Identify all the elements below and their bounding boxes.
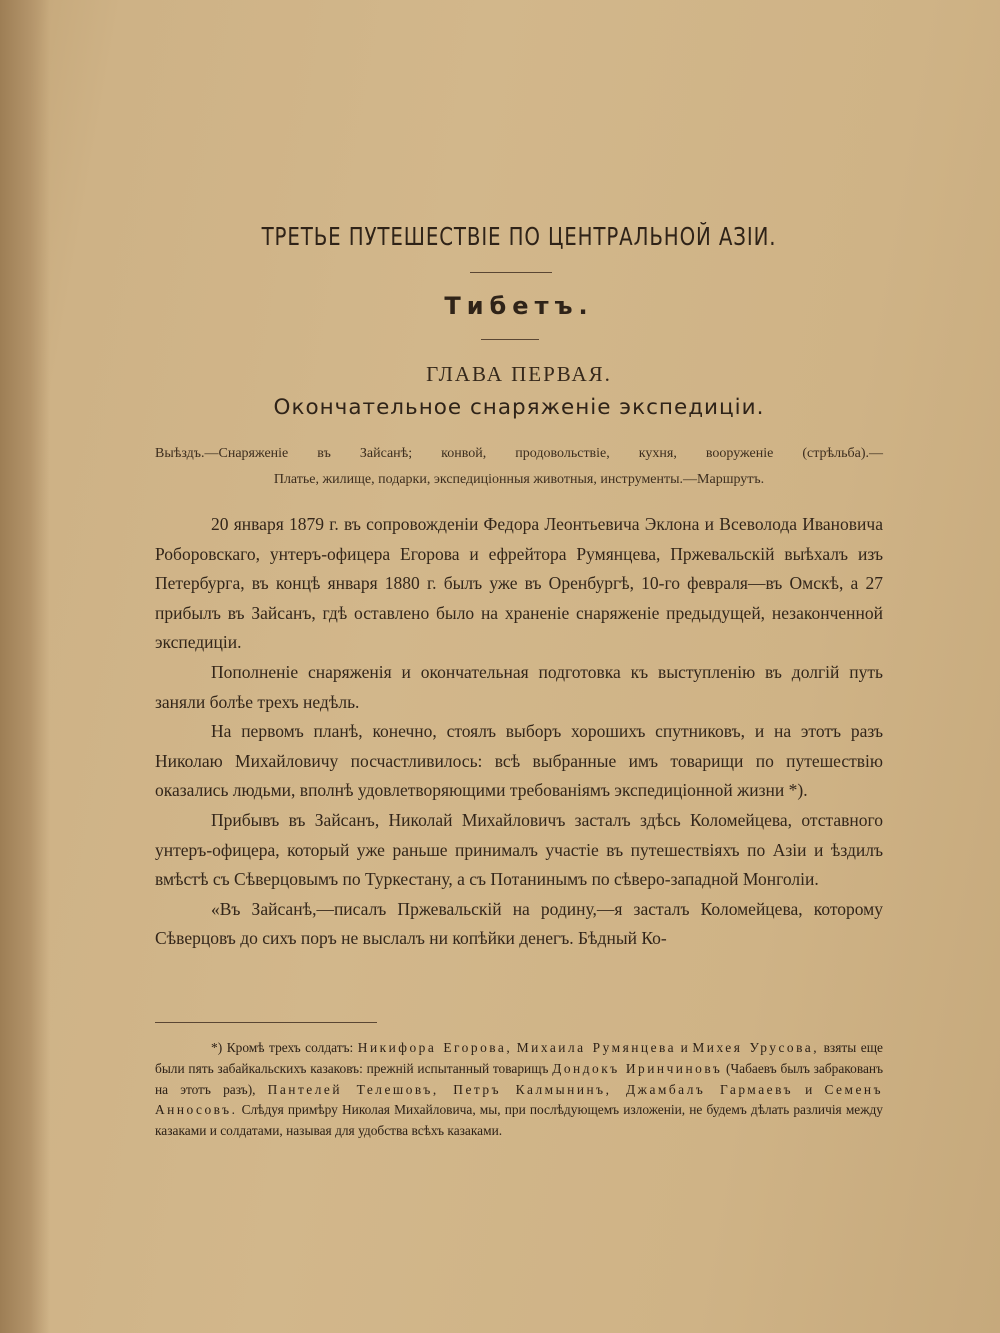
paragraph-2: Пополненіе снаряженія и окончательная подготовка къ выступленію въ долгій путь заняли болѣе трехъ недѣль. <box>155 661 883 712</box>
chapter-summary <box>155 441 883 493</box>
title-divider <box>470 272 552 273</box>
footnote-name: Семенъ Анносовъ. <box>155 1081 883 1118</box>
footnote-divider <box>155 1022 377 1023</box>
footnote <box>155 1038 883 1142</box>
footnote-text-part: Слѣдуя примѣру Николая Михайловича, мы, при послѣдующемъ изложеніи, не будемъ дѣлать различія между казаками и солдатами, называя для удобства всѣхъ казаками. <box>155 1102 883 1139</box>
chapter-heading: Окончательное снаряженіе экспедиціи. <box>273 395 765 420</box>
footnote-text <box>155 1038 883 1142</box>
page-title: ТРЕТЬЕ ПУТЕШЕСТВІЕ ПО ЦЕНТРАЛЬНОЙ АЗІИ. <box>261 222 777 251</box>
footnote-name: Михаила Румянцева <box>516 1040 677 1055</box>
footnote-text-part: взяты еще были пять забайкальскихъ казаковъ: прежній испытанный товарищъ <box>155 1040 883 1076</box>
book-page <box>155 0 883 1333</box>
paragraph-1: 20 января 1879 г. въ сопровожденіи Федора Леонтьевича Эклона и Всеволода Ивановича Роборовскаго, унтеръ-офицера Егорова и ефрейтора Румянцева, Пржевальскій выѣхалъ изъ Петербурга, въ концѣ января 1880 г. былъ уже въ Оренбургѣ, 10-го февраля—въ Омскѣ, а 27 прибылъ въ Зайсанъ, гдѣ оставлено было на храненіе снаряженіе предыдущей, незаконченной экспедиціи. <box>155 514 883 653</box>
footnote-name: Пантелей Телешовъ, Петръ Калмынинъ, Джамбалъ Гармаевъ <box>267 1081 793 1097</box>
summary-line-2: Платье, жилище, подарки, экспедиціонныя животныя, инструменты.—Маршрутъ. <box>273 472 765 487</box>
footnote-conjunction: и <box>805 1081 813 1097</box>
section-subtitle: Тибетъ. <box>444 292 594 320</box>
footnote-text-part: (Чабаевъ былъ забракованъ на этотъ разъ), <box>155 1060 883 1097</box>
footnote-name: Михея Урусова, <box>692 1040 820 1055</box>
summary-line-1: Выѣздъ.—Снаряженіе въ Зайсанѣ; конвой, продовольствіе, кухня, вооруженіе (стрѣльба).— <box>155 446 883 461</box>
paragraph-3: На первомъ планѣ, конечно, стоялъ выборъ хорошихъ спутниковъ, и на этотъ разъ Николаю Михайловичу посчастливилось: всѣ выбранные имъ товарищи по путешествію оказались людьми, вполнѣ удовлетворяющими требованіямъ экспедиціонной жизни *). <box>155 721 883 801</box>
chapter-label: ГЛАВА ПЕРВАЯ. <box>426 362 612 386</box>
book-gutter-shadow <box>0 0 50 1333</box>
paragraph-5: «Въ Зайсанѣ,—писалъ Пржевальскій на родину,—я засталъ Коломейцева, которому Сѣверцовъ до сихъ поръ не выслалъ ни копѣйки денегъ. Бѣдный Ко- <box>155 898 883 949</box>
body-text <box>155 510 883 954</box>
subtitle-divider <box>481 339 539 340</box>
footnote-marker: *) Кромѣ трехъ солдатъ: <box>211 1040 354 1055</box>
footnote-name: Дондокъ Иринчиновъ <box>552 1060 723 1076</box>
footnote-name: Никифора Егорова, <box>357 1040 513 1055</box>
footnote-conjunction: и <box>680 1040 688 1055</box>
paragraph-4: Прибывъ въ Зайсанъ, Николай Михайловичъ засталъ здѣсь Коломейцева, отставного унтеръ-офицера, который уже раньше принималъ участіе въ путешествіяхъ по Азіи и ѣздилъ вмѣстѣ съ Сѣверцовымъ по Туркестану, а съ Потанинымъ по сѣверо-западной Монголіи. <box>155 809 883 890</box>
